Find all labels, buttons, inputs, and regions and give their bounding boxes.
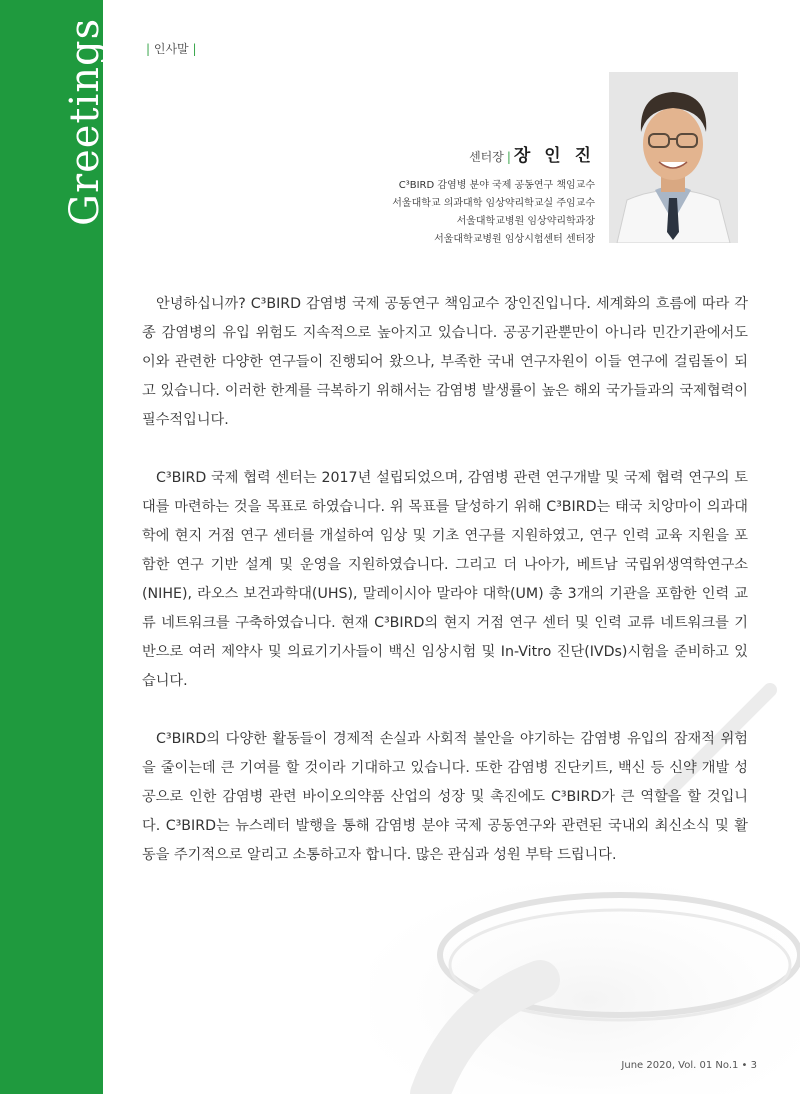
credential-line: 서울대학교병원 임상시험센터 센터장 [434,234,595,245]
body-paragraph: C³BIRD 국제 협력 센터는 2017년 설립되었으며, 감염병 관련 연구개발 및 국제 협력 연구의 토대를 마련하는 것을 목표로 하였습니다. 위 목표를 달성하기 위해 C³BIRD는 태국 치앙마이 의과대학에 현지 거점 연구 센터를 개설하여 임상 및 기초 연구를 지원하였고, 연구 인력 교육 지원을 포함한 연구 기반 설계 및 운영을 지원하였습니다. 그리고 더 나아가, 베트남 국립위생역학연구소(NIHE), 라오스 보건과학대(UHS), 말레이시아 말라야 대학(UM) 총 3개의 기관을 포함한 인력 교류 네트워크를 구축하였습니다. 현재 C³BIRD의 현지 거점 연구 센터 및 인력 교류 네트워크를 기반으로 여러 제약사 및 의료기기사들이 백신 임상시험 및 In-Vitro 진단(IVDs)시험을 준비하고 있습니다. [142,470,748,689]
credential-line: 서울대학교병원 임상약리학과장 [456,216,595,227]
signature-block [469,141,595,166]
portrait-photo [609,72,738,243]
divider-bar: | [506,150,511,164]
section-title-vertical: Greetings [62,17,108,226]
section-label [146,40,197,57]
credential-line: 서울대학교 의과대학 임상약리학교실 주임교수 [392,198,595,209]
credential-line: C³BIRD 감염병 분야 국제 공동연구 책임교수 [398,180,595,191]
body-paragraph: C³BIRD의 다양한 활동들이 경제적 손실과 사회적 불안을 야기하는 감염병 유입의 잠재적 위험을 줄이는데 큰 기여를 할 것이라 기대하고 있습니다. 또한 감염병 진단키트, 백신 등 신약 개발 성공으로 인한 감염병 관련 바이오의약품 산업의 성장 및 촉진에도 C³BIRD가 큰 역할을 할 것입니다. C³BIRD는 뉴스레터 발행을 통해 감염병 분야 국제 공동연구와 관련된 국내외 최신소식 및 활동을 주기적으로 알리고 소통하고자 합니다. 많은 관심과 성원 부탁 드립니다. [142,731,748,863]
sidebar-band [0,0,108,1094]
letter-body [142,290,748,899]
page-footer: June 2020, Vol. 01 No.1 • 3 [621,1060,757,1071]
portrait-illustration [609,72,738,243]
body-paragraph: 안녕하십니까? C³BIRD 감염병 국제 공동연구 책임교수 장인진입니다. 세계화의 흐름에 따라 각종 감염병의 유입 위험도 지속적으로 높아지고 있습니다. 공공기관뿐만이 아니라 민간기관에서도 이와 관련한 다양한 연구들이 진행되어 왔으나, 부족한 국내 연구자원이 이들 연구에 걸림돌이 되고 있습니다. 이러한 한계를 극복하기 위해서는 감염병 발생률이 높은 해외 국가들과의 국제협력이 필수적입니다. [142,296,748,428]
section-label-text: 인사말 [153,42,189,56]
divider-bar: | [192,42,197,56]
divider-bar: | [146,42,151,56]
signature-role: 센터장 [469,150,504,164]
signature-name: 장 인 진 [513,146,595,166]
